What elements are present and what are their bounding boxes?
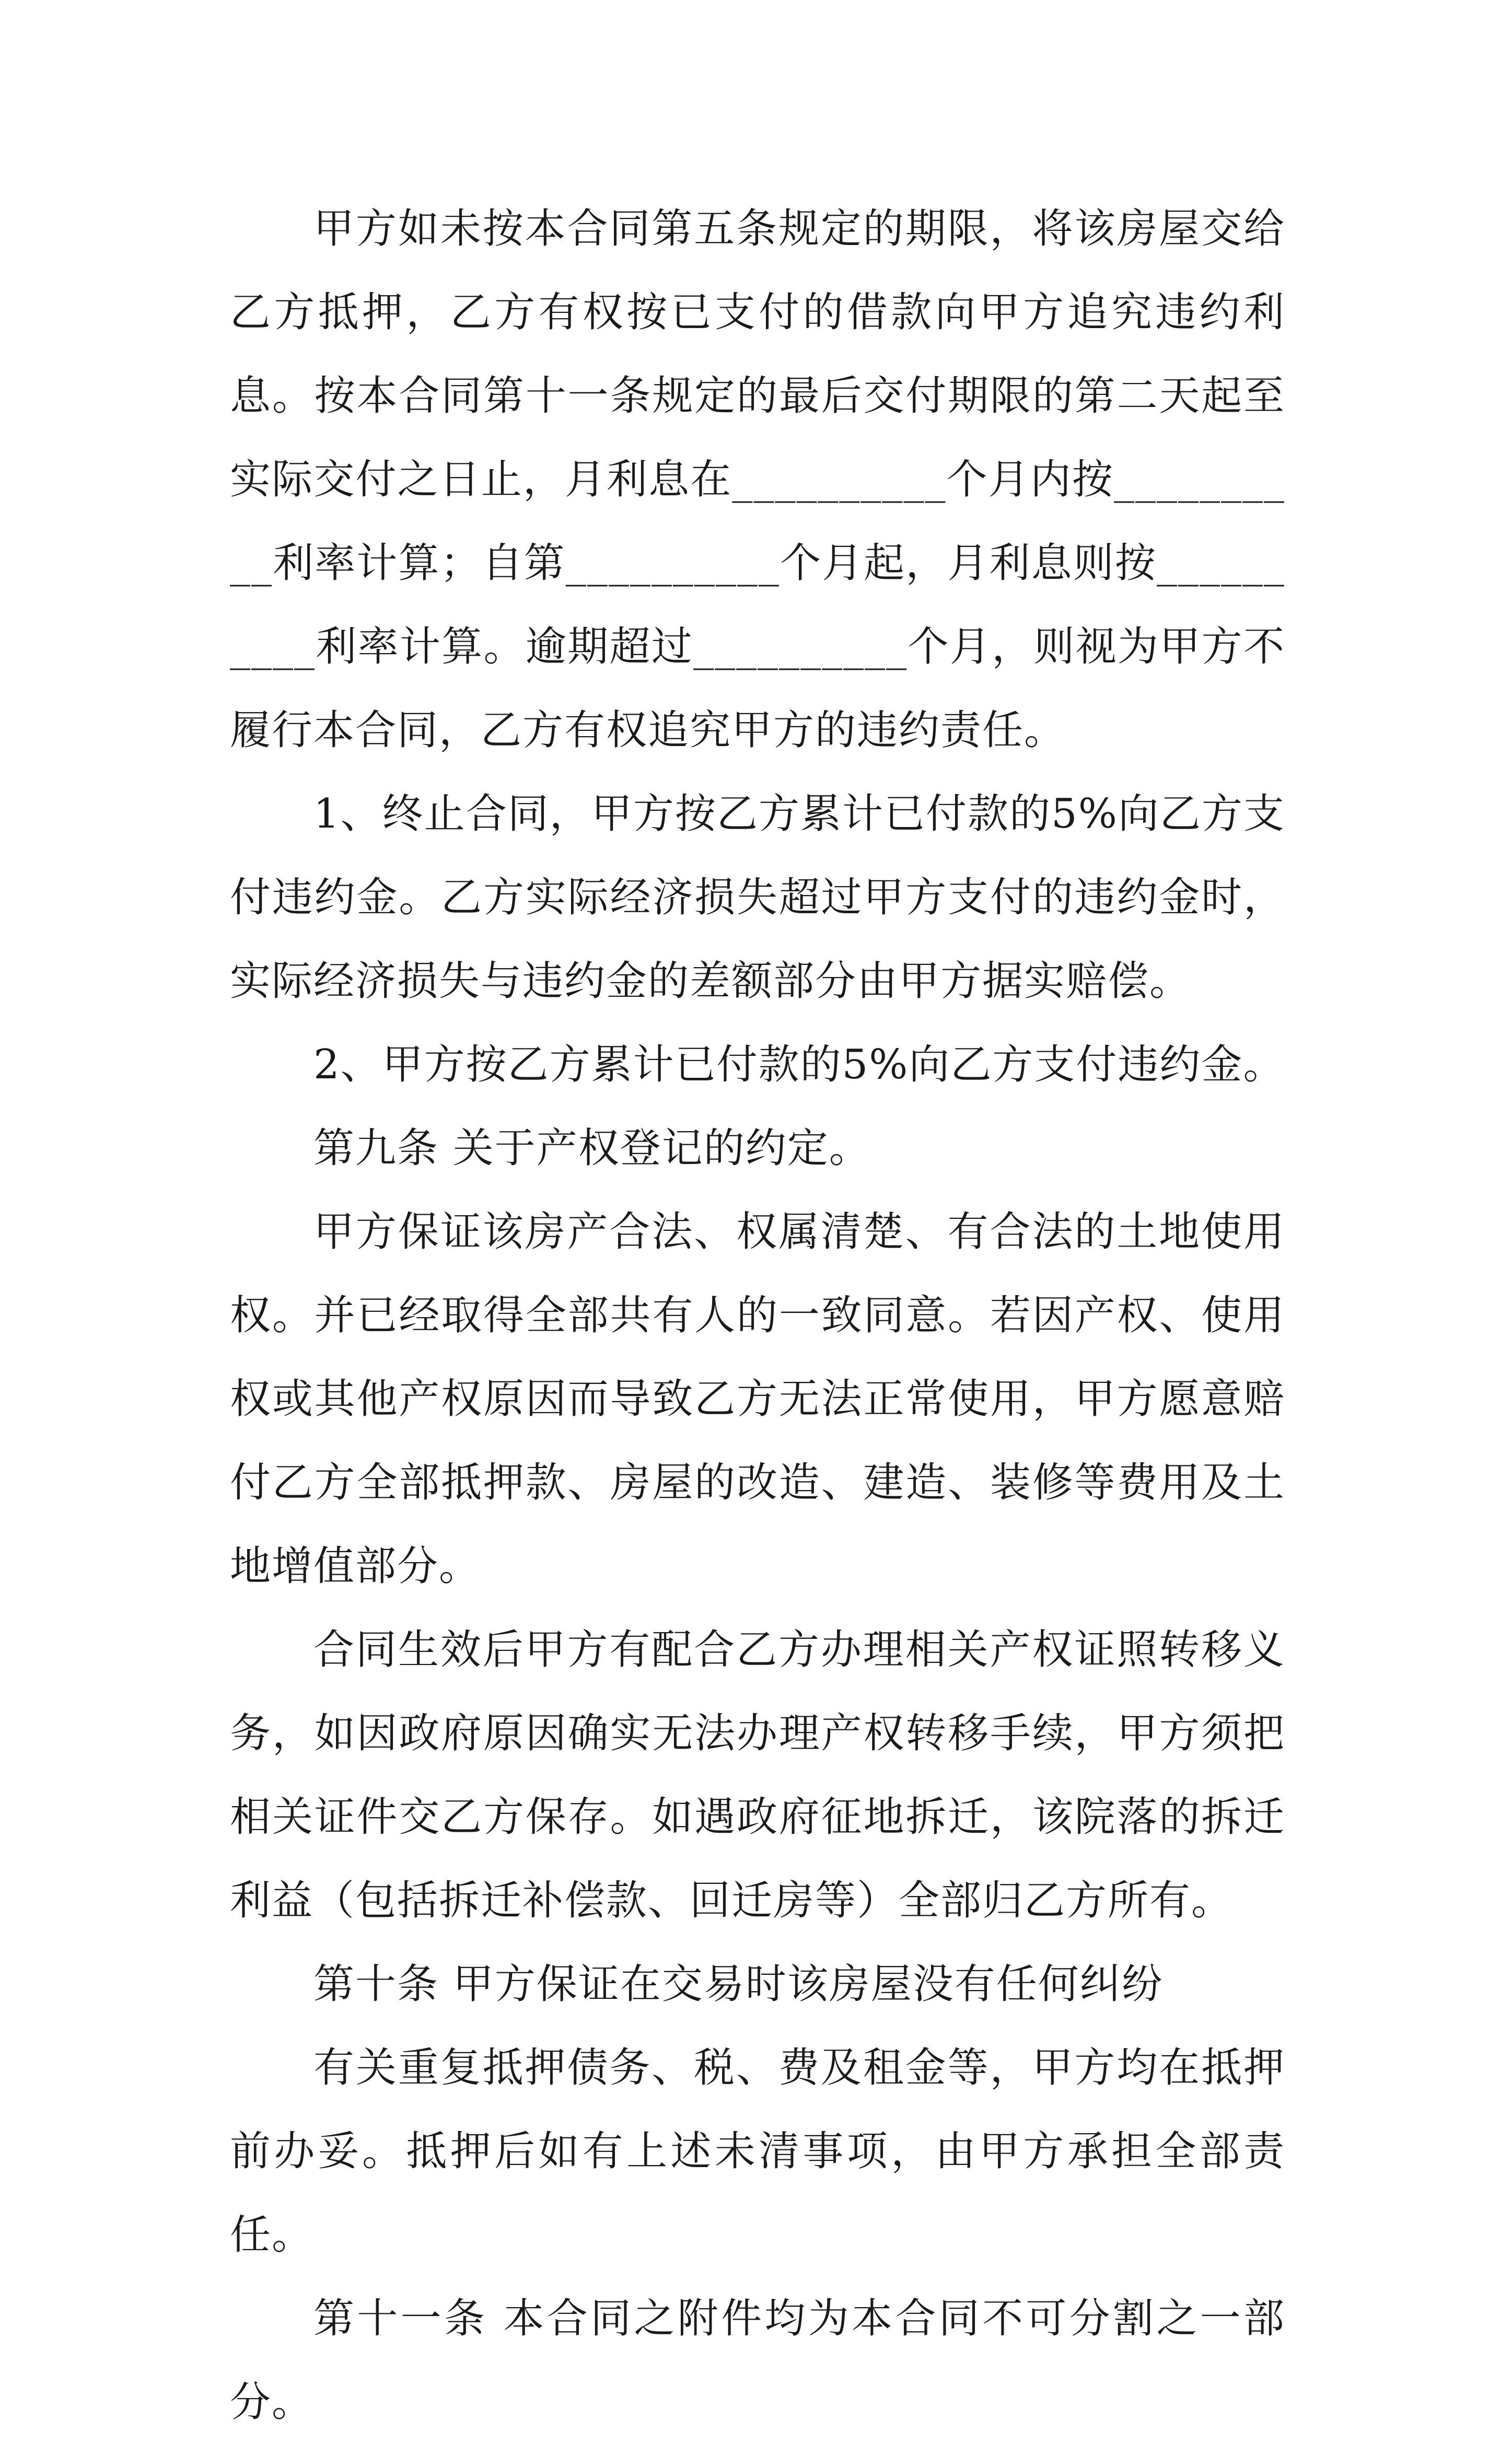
heading-article-9: 第九条 关于产权登记的约定。: [313, 1125, 871, 1172]
paragraph-overdue-delivery: 甲方如未按本合同第五条规定的期限，将该房屋交给乙方抵押，乙方有权按已支付的借款向甲方追究违约利息。按本合同第十一条规定的最后交付期限的第二天起至实际交付之日止，月利息在__________个月内按__________利率计算；自第__________个月起，月利息则按__________利率计算。逾期超过__________个月，则视为甲方不履行本合同，乙方有权追究甲方的违约责任。: [230, 205, 1285, 754]
document-body: [230, 187, 1285, 2444]
paragraph-clause-1: 1、终止合同，甲方按乙方累计已付款的5%向乙方支付违约金。乙方实际经济损失超过甲方支付的违约金时，实际经济损失与违约金的差额部分由甲方据实赔偿。: [230, 790, 1285, 1005]
heading-article-10: 第十条 甲方保证在交易时该房屋没有任何纠纷: [313, 1961, 1164, 2008]
paragraph-certificate-transfer: 合同生效后甲方有配合乙方办理相关产权证照转移义务，如因政府原因确实无法办理产权转移手续，甲方须把相关证件交乙方保存。如遇政府征地拆迁，该院落的拆迁利益（包括拆迁补偿款、回迁房等）全部归乙方所有。: [230, 1626, 1285, 1924]
paragraph-debts-taxes: 有关重复抵押债务、税、费及租金等，甲方均在抵押前办妥。抵押后如有上述未清事项，由甲方承担全部责任。: [230, 2044, 1285, 2259]
paragraph-clause-2: 2、甲方按乙方累计已付款的5%向乙方支付违约金。: [313, 1041, 1285, 1088]
heading-article-11: 第十一条 本合同之附件均为本合同不可分割之一部分。: [230, 2295, 1285, 2426]
paragraph-title-guarantee: 甲方保证该房产合法、权属清楚、有合法的土地使用权。并已经取得全部共有人的一致同意。若因产权、使用权或其他产权原因而导致乙方无法正常使用，甲方愿意赔付乙方全部抵押款、房屋的改造、建造、装修等费用及土地增值部分。: [230, 1208, 1285, 1590]
